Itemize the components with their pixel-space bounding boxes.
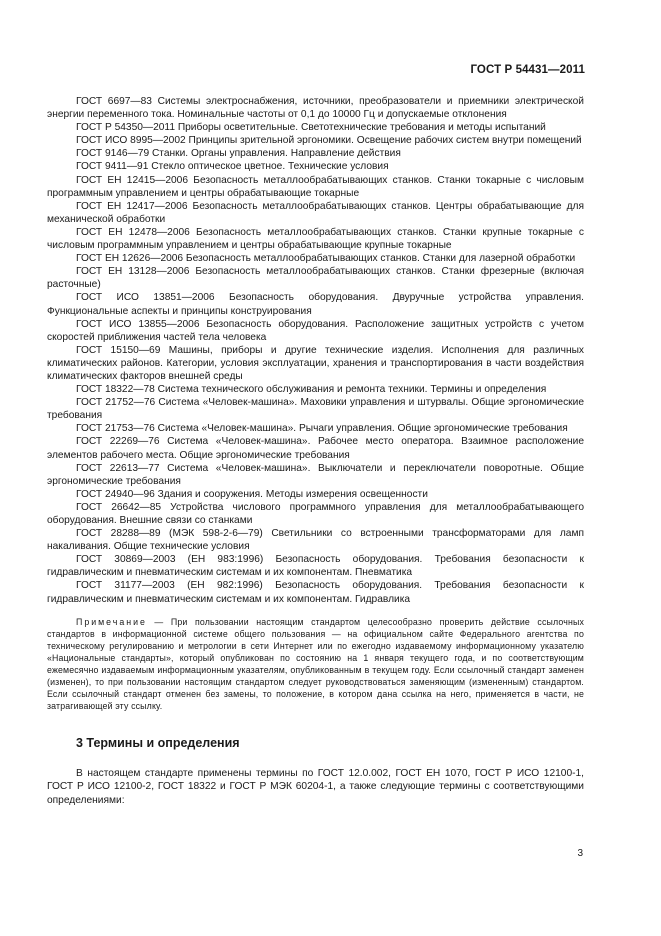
document-id: ГОСТ Р 54431—2011 bbox=[470, 64, 585, 76]
section-title: 3 Термины и определения bbox=[76, 735, 240, 750]
reference-item: ГОСТ 21753—76 Система «Человек-машина». Рычаги управления. Общие эргономические требования bbox=[76, 423, 568, 435]
reference-item: ГОСТ ЕН 12415—2006 Безопасность металлообрабатывающих станков. Станки токарные с числовым программным управлением и центры обрабатывающие токарные bbox=[47, 174, 584, 199]
note-text: — При пользовании настоящим стандартом целесообразно проверить действие ссылочных стандартов в информационной системе общего пользования — на официальном сайте Федерального агентства по техническому регулированию и метрологии в сети Интернет или по ежегодно издаваемому информационному указателю «Национальные стандарты», который опубликован по состоянию на 1 января текущего года, и по соответствующим ежемесячно издаваемым информационным указателям, опубликованным в текущем году. Если ссылочный стандарт заменен (изменен), то при пользовании настоящим стандартом следует руководствоваться заменяющим (измененным) стандартом. Если ссылочный стандарт отменен без замены, то положение, в котором дана ссылка на него, применяется в части, не затрагивающей эту ссылку. bbox=[47, 616, 584, 711]
reference-item: ГОСТ ИСО 13851—2006 Безопасность оборудования. Двуручные устройства управления. Функциональные аспекты и принципы конструирования bbox=[47, 292, 584, 317]
reference-item: ГОСТ 9146—79 Станки. Органы управления. Направление действия bbox=[76, 148, 401, 160]
reference-item: ГОСТ ЕН 12417—2006 Безопасность металлообрабатывающих станков. Центры обрабатывающие для механической обработки bbox=[47, 200, 584, 225]
reference-item: ГОСТ 31177—2003 (ЕН 982:1996) Безопасность оборудования. Требования безопасности к гидравлическим и пневматическим системам и их компонентам. Гидравлика bbox=[47, 580, 584, 605]
note-label: Примечание bbox=[76, 616, 147, 627]
reference-item: ГОСТ ЕН 12478—2006 Безопасность металлообрабатывающих станков. Станки крупные токарные с числовым программным управлением и центры обрабатывающие крупные токарные bbox=[47, 226, 584, 252]
references-list bbox=[47, 95, 584, 606]
reference-item: ГОСТ ЕН 13128—2006 Безопасность металлообрабатывающих станков. Станки фрезерные (включая расточные) bbox=[47, 266, 584, 291]
reference-item: ГОСТ 9411—91 Стекло оптическое цветное. Технические условия bbox=[76, 161, 389, 173]
reference-item: ГОСТ 22613—77 Система «Человек-машина». Выключатели и переключатели поворотные. Общие эргономические требования bbox=[47, 462, 584, 487]
section-intro: В настоящем стандарте применены термины по ГОСТ 12.0.002, ГОСТ ЕН 1070, ГОСТ Р ИСО 12100-1, ГОСТ Р ИСО 12100-2, ГОСТ 18322 и ГОСТ Р МЭК 60204-1, а также следующие термины с соответствующими определениями: bbox=[47, 767, 584, 806]
reference-item: ГОСТ ИСО 8995—2002 Принципы зрительной эргономики. Освещение рабочих систем внутри помещений bbox=[76, 135, 582, 147]
reference-item: ГОСТ 15150—69 Машины, приборы и другие технические изделия. Исполнения для различных климатических районов. Категории, условия эксплуатации, хранения и транспортирования в части воздействия климатических факторов внешней среды bbox=[47, 344, 584, 382]
reference-item: ГОСТ Р 54350—2011 Приборы осветительные. Светотехнические требования и методы испытаний bbox=[76, 122, 546, 134]
reference-item: ГОСТ 21752—76 Система «Человек-машина». Маховики управления и штурвалы. Общие эргономические требования bbox=[47, 397, 584, 422]
reference-item: ГОСТ 28288—89 (МЭК 598-2-6—79) Светильники со встроенными трансформаторами для ламп накаливания. Общие технические условия bbox=[47, 528, 584, 553]
reference-item: ГОСТ ЕН 12626—2006 Безопасность металлообрабатывающих станков. Станки для лазерной обработки bbox=[76, 253, 576, 265]
reference-item: ГОСТ ИСО 13855—2006 Безопасность оборудования. Расположение защитных устройств с учетом скоростей приближения частей тела человека bbox=[47, 318, 584, 343]
reference-item: ГОСТ 30869—2003 (ЕН 983:1996) Безопасность оборудования. Требования безопасности к гидравлическим и пневматическим системам и их компонентам. Пневматика bbox=[47, 554, 584, 579]
reference-item: ГОСТ 18322—78 Система технического обслуживания и ремонта техники. Термины и определения bbox=[76, 384, 547, 396]
reference-item: ГОСТ 22269—76 Система «Человек-машина». Рабочее место оператора. Взаимное расположение элементов рабочего места. Общие эргономические требования bbox=[47, 436, 584, 461]
reference-item: ГОСТ 6697—83 Системы электроснабжения, источники, преобразователи и приемники электрической энергии переменного тока. Номинальные частоты от 0,1 до 10000 Гц и допускаемые отклонения bbox=[47, 96, 584, 121]
note-paragraph bbox=[47, 616, 584, 712]
page-content bbox=[47, 95, 584, 807]
reference-item: ГОСТ 24940—96 Здания и сооружения. Методы измерения освещенности bbox=[76, 488, 428, 500]
page-number: 3 bbox=[577, 848, 583, 859]
reference-item: ГОСТ 26642—85 Устройства числового программного управления для металлообрабатывающего оборудования. Внешние связи со станками bbox=[47, 501, 584, 526]
